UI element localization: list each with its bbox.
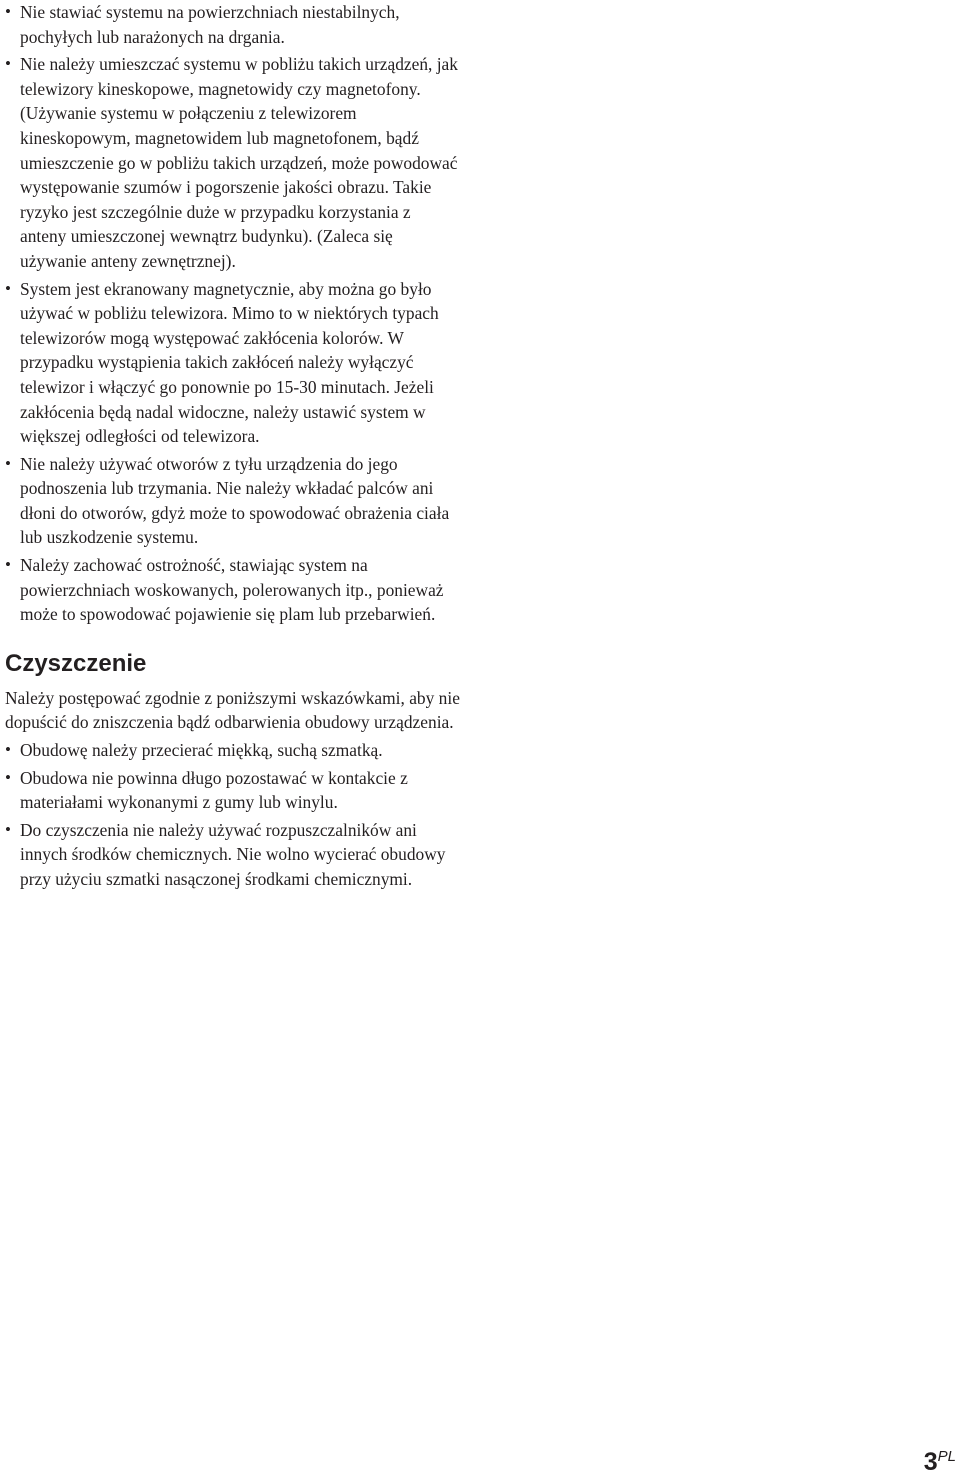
bullet-icon: • — [5, 2, 11, 21]
page-number — [924, 1448, 956, 1477]
list-item — [5, 452, 460, 550]
list-item-text: Należy zachować ostrożność, stawiając system na powierzchniach woskowanych, polerowanych itp., ponieważ może to spowodować pojawienie się plam lub przebarwień. — [20, 555, 444, 625]
list-item-text: System jest ekranowany magnetycznie, aby można go było używać w pobliżu telewizora. Mimo to w niektórych typach telewizorów mogą występować zakłócenia kolorów. W przypadku wystąpienia takich zakłóceń należy wyłączyć telewizor i włączyć go ponownie po 15-30 minutach. Jeżeli zakłócenia będą nadal widoczne, należy ustawić system w większej odległości od telewizora. — [20, 278, 439, 447]
list-item-text: Obudowę należy przecierać miękką, suchą szmatką. — [20, 740, 383, 761]
bullet-icon: • — [5, 767, 11, 787]
list-item — [5, 818, 460, 892]
list-item-text: Nie należy używać otworów z tyłu urządzenia do jego podnoszenia lub trzymania. Nie należy wkładać palców ani dłoni do otworów, gdyż może to spowodować obrażenia ciała lub uszkodzenie systemu. — [20, 453, 450, 548]
list-item — [5, 553, 460, 627]
text-column — [5, 0, 460, 895]
bullet-icon: • — [5, 278, 11, 298]
list-item — [5, 0, 460, 49]
precautions-list — [5, 0, 460, 627]
list-item — [5, 738, 460, 763]
cleaning-list — [5, 738, 460, 892]
list-item — [5, 277, 460, 449]
page-number-value: 3 — [923, 1448, 937, 1476]
bullet-icon: • — [5, 740, 11, 760]
cleaning-intro: Należy postępować zgodnie z poniższymi wskazówkami, aby nie dopuścić do zniszczenia bądź odbarwienia obudowy urządzenia. — [5, 687, 460, 733]
list-item — [5, 52, 460, 273]
list-item-text: Do czyszczenia nie należy używać rozpuszczalników ani innych środków chemicznych. Nie wolno wycierać obudowy przy użyciu szmatki nasączonej środkami chemicznymi. — [20, 819, 446, 889]
section-title-cleaning: Czyszczenie — [5, 649, 147, 677]
list-item-text: Nie należy umieszczać systemu w pobliżu takich urządzeń, jak telewizory kineskopowe, magnetowidy czy magnetofony. (Używanie systemu w połączeniu z telewizorem kineskopowym, magnetowidem lub magnetofonem, bądź umieszczenie go w pobliżu takich urządzeń, może powodować występowanie szumów i pogorszenie jakości obrazu. Takie ryzyko jest szczególnie duże w przypadku korzystania z anteny umieszczonej wewnątrz budynku). (Zaleca się używanie anteny zewnętrznej). — [20, 54, 458, 271]
list-item — [5, 766, 460, 815]
list-item-text: Obudowa nie powinna długo pozostawać w kontakcie z materiałami wykonanymi z gumy lub winylu. — [20, 767, 408, 813]
bullet-icon: • — [5, 819, 11, 839]
bullet-icon: • — [5, 54, 11, 74]
page-language-code: PL — [937, 1448, 956, 1465]
bullet-icon: • — [5, 453, 11, 473]
bullet-icon: • — [5, 555, 11, 575]
list-item-text: Nie stawiać systemu na powierzchniach niestabilnych, pochyłych lub narażonych na drgania. — [20, 2, 400, 47]
